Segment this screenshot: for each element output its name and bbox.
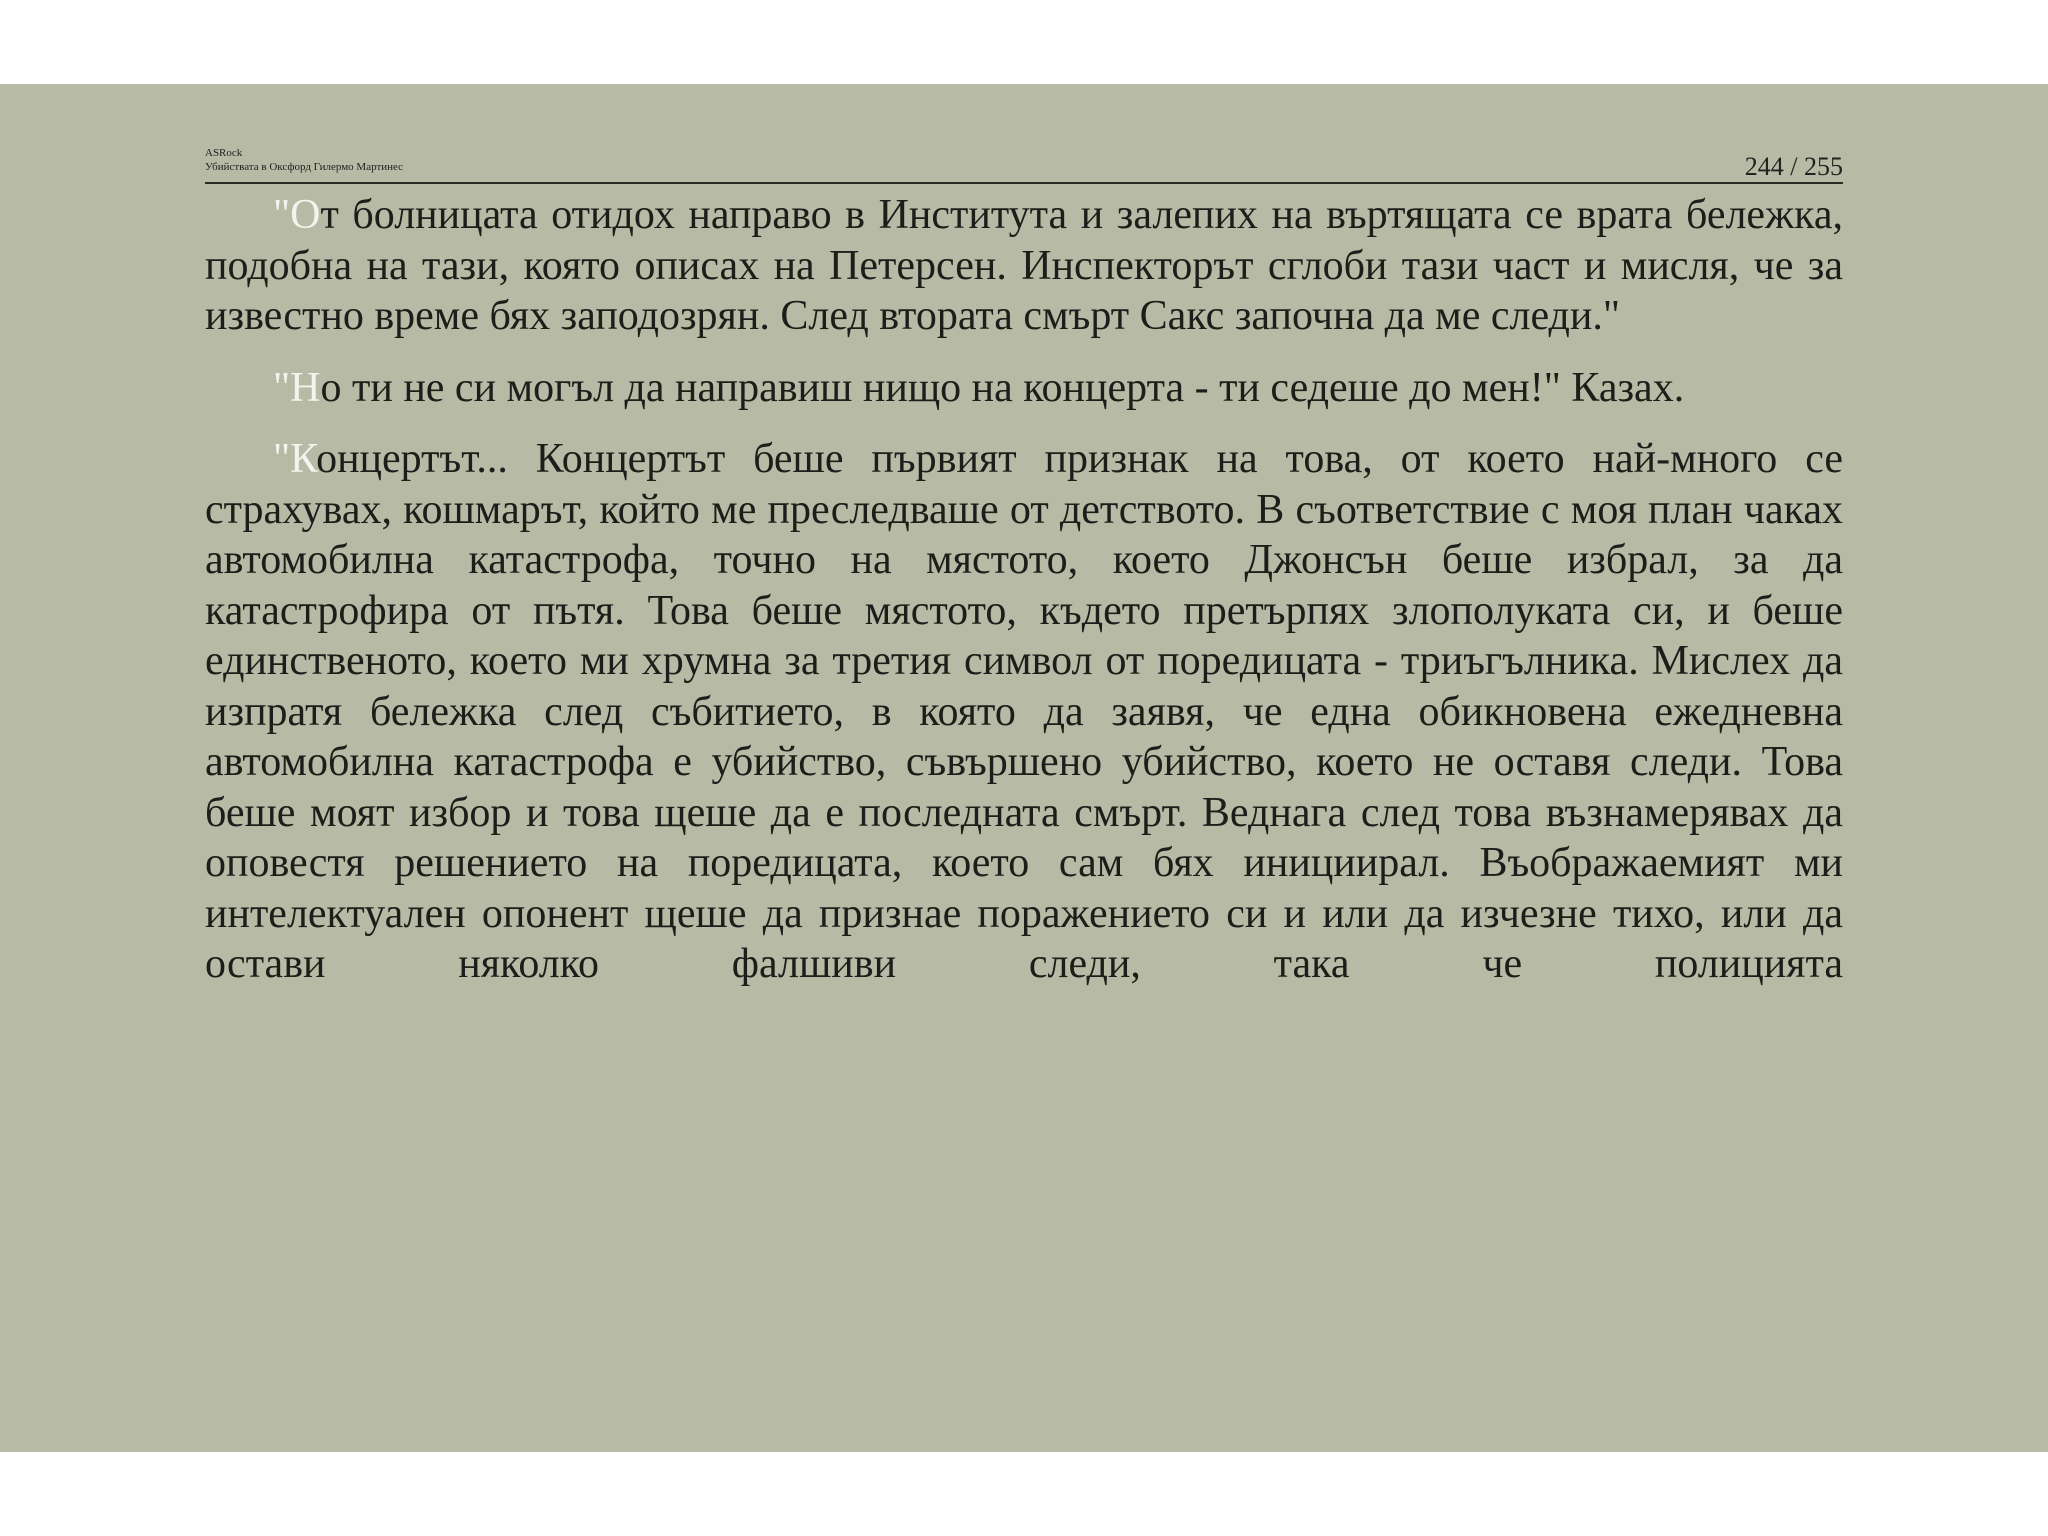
paragraph-text: онцертът... Концертът беше първият признак на това, от което най-много се страхувах, кошмарът, който ме преследваше от детството. В съответствие с моя план чаках автомобилна катастрофа, точно на мястото, което Джонсън беше избрал, за да катастрофира от пътя. Това беше мястото, където претърпях злополуката си, и беше единственото, което ми хрумна за третия символ от поредицата - триъгълника. Мислех да изпратя бележка след събитието, в която да заявя, че една обикновена ежедневна автомобилна катастрофа е убийство, съвършено убийство, което не оставя следи. Това беше моят избор и това щеше да е последната смърт. Веднага след това възнамерявах да оповестя решението на поредицата, което сам бях инициирал. Въображаемият ми интелектуален опонент щеше да признае поражението си и или да изчезне тихо, или да остави няколко фалшиви следи, така че полицията bbox=[205, 436, 1843, 987]
book-title: Убийствата в Оксфорд Гилермо Мартинес bbox=[205, 161, 404, 173]
paragraph-lead: "О bbox=[273, 192, 321, 238]
page-indicator: 244 / 255 bbox=[1744, 152, 1843, 181]
reader-page-text[interactable] bbox=[205, 190, 1843, 1290]
paragraph bbox=[205, 434, 1843, 990]
paragraph-lead: "Н bbox=[273, 364, 321, 411]
paragraph bbox=[205, 363, 1843, 414]
book-author: ASRock bbox=[205, 147, 243, 159]
paragraph-text: о ти не си могъл да направиш нищо на концерта - ти седеше до мен!" Казах. bbox=[320, 364, 1685, 411]
reader-header bbox=[205, 140, 1843, 184]
paragraph bbox=[205, 190, 1843, 342]
paragraph-text: т болницата отидох направо в Института и залепих на въртящата се врата бележка, подобна на тази, която описах на Петерсен. Инспекторът сглоби тази част и мисля, че за известно време бях заподозрян. След втората смърт Сакс започна да ме следи." bbox=[205, 192, 1843, 339]
paragraph-lead: "К bbox=[273, 436, 317, 482]
